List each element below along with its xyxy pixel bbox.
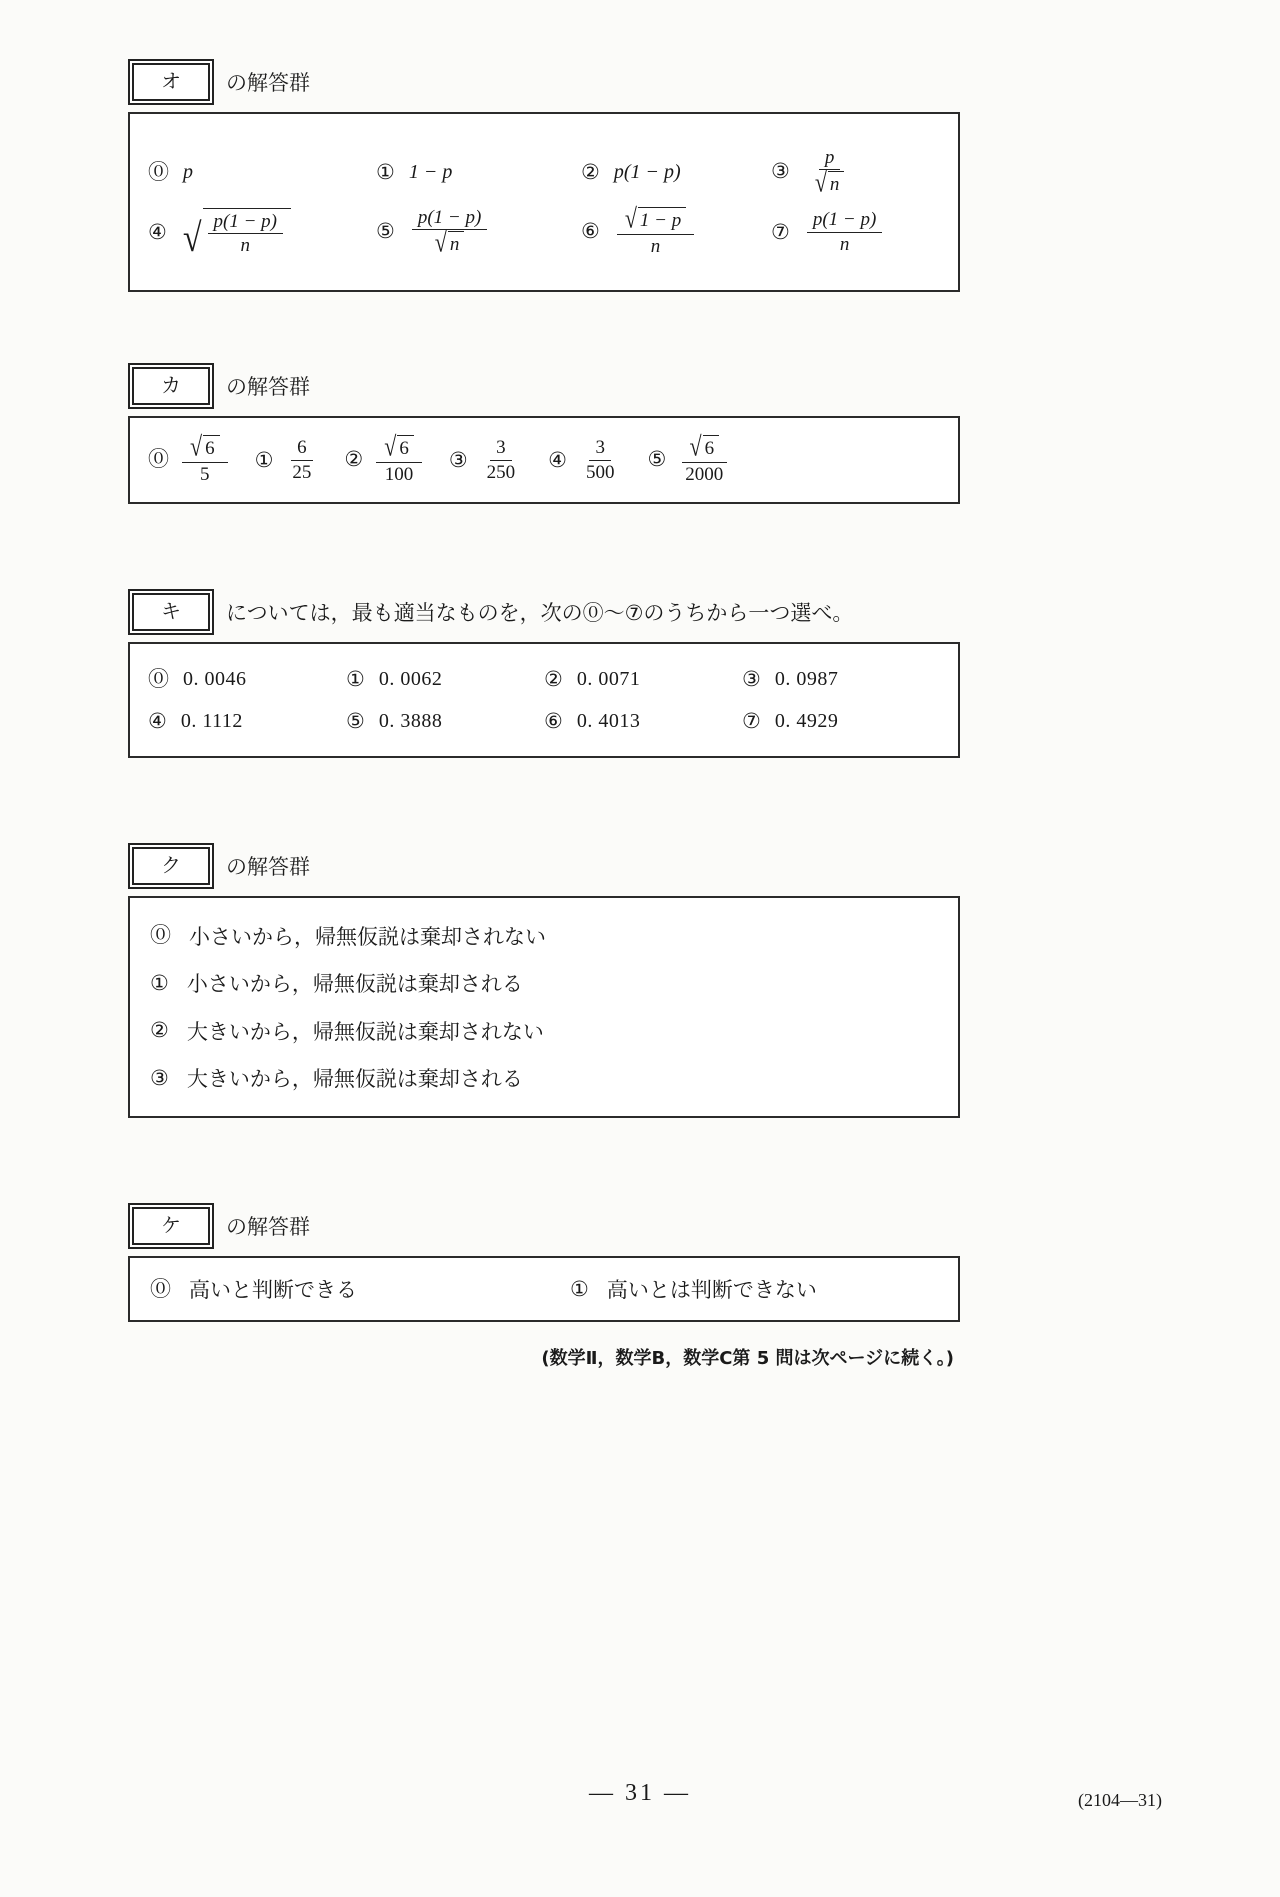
option-marker: ③: [448, 447, 468, 472]
radicand: 1 − p: [638, 207, 686, 231]
option-ka-3[interactable]: [449, 437, 524, 483]
option-o-0-text: p: [183, 160, 193, 183]
fraction: [617, 203, 694, 257]
option-ki-0-value: 0. 0046: [183, 667, 247, 690]
blank-label-ku: ク: [161, 853, 181, 877]
section-heading-ke: [128, 1204, 960, 1248]
fraction-numerator: 6: [291, 437, 313, 460]
blank-label-ke: ケ: [161, 1213, 181, 1237]
option-ka-4[interactable]: [548, 437, 623, 483]
radical-glyph: √: [190, 431, 203, 463]
option-content: [181, 208, 293, 260]
option-ki-7[interactable]: [742, 710, 940, 733]
heading-text-ka: の解答群: [226, 375, 310, 399]
option-ku-0-value: 小さいから，帰無仮説は棄却されない: [189, 924, 546, 949]
option-ku-1-value: 小さいから，帰無仮説は棄却される: [186, 972, 523, 997]
option-marker: ①: [150, 970, 169, 995]
option-marker: ⓪: [148, 666, 169, 691]
sqrt-icon: [434, 227, 465, 259]
fraction: [412, 207, 487, 257]
option-ku-0[interactable]: [150, 921, 546, 951]
fraction-denominator: 500: [585, 461, 615, 483]
blank-label-box-o: [132, 63, 210, 101]
fraction: [182, 431, 228, 485]
option-ke-0[interactable]: [150, 1274, 570, 1304]
blank-label-box-ke: [132, 1207, 210, 1245]
blank-label-box-ka: [132, 367, 210, 405]
section-heading-ki: [128, 590, 960, 634]
option-marker: ⑦: [742, 708, 761, 733]
radical-glyph: √: [182, 215, 202, 260]
radical-glyph: √: [814, 167, 827, 199]
heading-text-ku: の解答群: [226, 855, 310, 879]
fraction-numerator: 3: [589, 437, 611, 460]
option-marker: ③: [771, 159, 790, 184]
radical-glyph: √: [689, 431, 702, 463]
answer-group-box-ku: [128, 896, 960, 1118]
option-ku-1[interactable]: [150, 968, 523, 998]
option-ki-7-value: 0. 4929: [774, 709, 839, 732]
option-marker: ①: [570, 1276, 589, 1301]
option-ka-0[interactable]: [148, 431, 231, 485]
fraction-numerator: 3: [490, 437, 512, 460]
option-marker: ⑥: [581, 219, 600, 244]
spacer: [128, 504, 960, 590]
section-heading-ka: [128, 364, 960, 408]
option-marker: ④: [148, 219, 167, 244]
option-ki-4-value: 0. 1112: [180, 709, 243, 732]
fraction-numerator: [376, 431, 422, 463]
sqrt-icon: [190, 431, 220, 463]
fraction-numerator: [617, 203, 694, 235]
option-content: [373, 431, 425, 485]
blank-label-box-ki: [132, 593, 210, 631]
option-row: [148, 658, 940, 700]
answer-group-box-o: [128, 112, 960, 292]
option-marker: ⑥: [544, 708, 563, 733]
fraction: [481, 437, 522, 483]
spacer: [128, 758, 960, 844]
option-content: [804, 147, 856, 197]
option-ki-5-value: 0. 3888: [378, 709, 443, 732]
answer-group-box-ka: [128, 416, 960, 504]
option-marker: ⑤: [647, 447, 667, 472]
heading-text-ke: の解答群: [226, 1215, 310, 1239]
fraction-numerator: p(1 − p): [208, 211, 283, 234]
fraction-denominator: 100: [384, 463, 414, 485]
fraction-denominator: [807, 167, 853, 199]
fraction-numerator: p: [819, 147, 841, 170]
option-ku-2[interactable]: [150, 1016, 544, 1046]
option-o-6[interactable]: [581, 203, 771, 257]
fraction: [580, 437, 621, 483]
fraction: [376, 431, 422, 485]
option-content: [409, 207, 490, 257]
radicand: 6: [703, 435, 720, 459]
fraction: [679, 431, 729, 485]
fraction-denominator: n: [839, 233, 850, 255]
option-marker: ①: [254, 447, 274, 472]
option-o-0[interactable]: [148, 161, 376, 184]
blank-label-o: オ: [161, 69, 181, 93]
option-marker: ⑤: [346, 708, 365, 733]
answer-group-box-ke: [128, 1256, 960, 1322]
option-ka-5[interactable]: [647, 431, 732, 485]
option-content: [676, 431, 732, 485]
option-ki-2-value: 0. 0071: [576, 667, 641, 690]
option-ki-1-value: 0. 0062: [378, 667, 443, 690]
radicand: [203, 208, 291, 257]
option-content: [409, 161, 453, 184]
heading-text-o: の解答群: [226, 71, 310, 95]
sqrt-icon: [624, 203, 686, 235]
option-content: [614, 203, 697, 257]
fraction-denominator: 5: [200, 463, 210, 485]
page-code: (2104—31): [1078, 1790, 1162, 1810]
option-row: [150, 1055, 940, 1103]
spacer: [128, 1118, 960, 1204]
option-ke-1-value: 高いとは判断できない: [606, 1278, 817, 1302]
option-marker: ③: [742, 666, 761, 691]
option-o-3[interactable]: [771, 147, 855, 197]
option-content: [183, 161, 193, 184]
option-ka-2[interactable]: [344, 431, 424, 485]
radical-glyph: √: [624, 203, 637, 235]
option-content: [804, 209, 885, 255]
radicand: n: [828, 171, 845, 195]
fraction-denominator: n: [650, 235, 661, 257]
option-row: [150, 960, 940, 1008]
option-marker: ①: [346, 666, 365, 691]
option-marker: ⑤: [376, 219, 395, 244]
radicand: 6: [397, 435, 414, 459]
option-marker: ②: [344, 447, 364, 472]
option-content: [283, 437, 320, 483]
option-ki-1[interactable]: [346, 668, 544, 691]
option-o-2[interactable]: [581, 161, 771, 184]
section-heading-ku: [128, 844, 960, 888]
fraction: [208, 211, 283, 257]
option-o-1[interactable]: [376, 161, 581, 184]
option-o-5[interactable]: [376, 207, 581, 257]
option-ku-3[interactable]: [150, 1063, 523, 1093]
option-row: [148, 700, 940, 742]
blank-label-ki: キ: [161, 599, 181, 623]
radical-glyph: √: [434, 227, 447, 259]
option-content: [577, 437, 624, 483]
radical-glyph: √: [384, 431, 397, 463]
option-ki-6[interactable]: [544, 710, 742, 733]
option-marker: ⑦: [771, 219, 790, 244]
option-marker: ①: [376, 159, 395, 184]
option-row: [148, 202, 940, 262]
option-marker: ⓪: [148, 159, 169, 184]
fraction: [807, 209, 882, 255]
option-marker: ③: [150, 1065, 169, 1090]
option-o-2-text: p(1 − p): [613, 160, 681, 183]
fraction-numerator: p(1 − p): [412, 207, 487, 230]
option-marker: ⓪: [150, 923, 171, 948]
option-marker: ⓪: [150, 1276, 171, 1301]
option-ke-1[interactable]: [570, 1274, 817, 1304]
fraction-numerator: [182, 431, 228, 463]
sqrt-icon: [689, 431, 720, 463]
option-ki-6-value: 0. 4013: [576, 709, 641, 732]
fraction-denominator: [427, 227, 473, 259]
fraction: [286, 437, 317, 483]
option-row: [148, 142, 940, 202]
continue-note: (数学Ⅱ，数学B，数学C第 5 問は次ページに続く。): [541, 1348, 954, 1369]
sqrt-icon: [814, 167, 845, 199]
sqrt-icon: [384, 431, 414, 463]
option-ka-1[interactable]: [255, 437, 321, 483]
fraction-denominator: n: [240, 235, 250, 256]
heading-text-ki: については，最も適当なものを，次の⓪〜⑦のうちから一つ選べ。: [226, 601, 854, 625]
option-ku-3-value: 大きいから，帰無仮説は棄却される: [186, 1067, 523, 1092]
fraction-denominator: 2000: [685, 463, 724, 485]
option-o-1-text: 1 − p: [408, 160, 453, 183]
option-o-7[interactable]: [771, 209, 885, 255]
option-content: [179, 431, 231, 485]
section-heading-o: [128, 60, 960, 104]
option-ki-5[interactable]: [346, 710, 544, 733]
option-o-4[interactable]: [148, 208, 376, 260]
page-number: — 31 —: [589, 1780, 691, 1806]
fraction: [807, 147, 853, 197]
radicand: 6: [203, 435, 220, 459]
fraction-numerator: [682, 431, 728, 463]
option-ki-3-value: 0. 0987: [774, 667, 839, 690]
option-row: [150, 1007, 940, 1055]
option-marker: ②: [544, 666, 563, 691]
radicand: n: [448, 231, 465, 255]
option-content: [478, 437, 525, 483]
exam-content: [128, 60, 960, 1370]
option-marker: ④: [148, 708, 167, 733]
option-content: [614, 161, 681, 184]
option-marker: ②: [150, 1018, 169, 1043]
option-marker: ⓪: [148, 447, 169, 472]
fraction-denominator: 250: [486, 461, 516, 483]
blank-label-box-ku: [132, 847, 210, 885]
blank-label-ka: カ: [161, 373, 181, 397]
option-ki-0[interactable]: [148, 668, 346, 691]
fraction-denominator: 25: [292, 461, 312, 483]
option-ku-2-value: 大きいから，帰無仮説は棄却されない: [186, 1019, 544, 1044]
option-ki-4[interactable]: [148, 710, 346, 733]
option-marker: ④: [548, 447, 567, 472]
option-row: [150, 912, 940, 960]
spacer: [128, 292, 960, 364]
answer-group-box-ki: [128, 642, 960, 758]
option-ki-2[interactable]: [544, 668, 742, 691]
option-ke-0-value: 高いと判断できる: [189, 1278, 357, 1302]
fraction-numerator: p(1 − p): [807, 209, 882, 232]
option-ki-3[interactable]: [742, 668, 940, 691]
sqrt-icon: [182, 208, 291, 260]
option-marker: ②: [581, 159, 600, 184]
